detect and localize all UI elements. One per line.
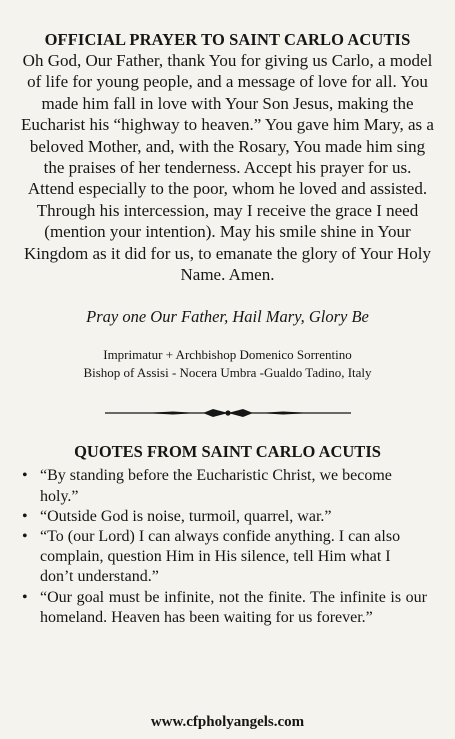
ornamental-divider bbox=[103, 406, 353, 420]
quotes-list bbox=[20, 466, 435, 628]
quote-text: “By standing before the Eucharistic Christ, we become holy.” bbox=[40, 467, 392, 505]
website-link[interactable]: www.cfpholyangels.com bbox=[150, 714, 305, 730]
quote-item bbox=[20, 507, 435, 527]
prayer-body: Oh God, Our Father, thank You for giving us Carlo, a model of life for young people, and a message of love for all. You made him fall in love with Your Son Jesus, making the Eucharist his “highway to heaven.” You gave him Mary, as a beloved Mother, and, with the Rosary, You made him sing the praises of her tenderness. Accept his prayer for us. Attend especially to the poor, whom he loved and assisted. Through his intercession, may I receive the grace I need (mention your intention). May his smile shine in Your Kingdom as it did for us, to emanate the glory of Your Holy Name. Amen. bbox=[21, 51, 434, 285]
quote-text: “To (our Lord) I can always confide anything. I can also complain, question Him in His silence, tell Him what I don’t understand.” bbox=[40, 528, 401, 586]
prayer-title: OFFICIAL PRAYER TO SAINT CARLO ACUTIS bbox=[44, 30, 411, 49]
quotes-title: QUOTES FROM SAINT CARLO ACUTIS bbox=[74, 442, 381, 462]
bullet-icon: • bbox=[22, 467, 28, 485]
imprimatur-line-1: Imprimatur + Archbishop Domenico Sorrentino bbox=[103, 347, 352, 363]
imprimatur bbox=[20, 346, 435, 382]
quote-text: “Outside God is noise, turmoil, quarrel, war.” bbox=[40, 507, 332, 525]
bullet-icon: • bbox=[22, 528, 28, 546]
bullet-icon: • bbox=[22, 588, 28, 606]
divider-ornament-icon bbox=[103, 406, 353, 420]
quote-item bbox=[20, 466, 435, 506]
bullet-icon: • bbox=[22, 507, 28, 525]
imprimatur-line-2: Bishop of Assisi - Nocera Umbra -Gualdo Tadino, Italy bbox=[83, 365, 372, 381]
quote-item bbox=[20, 588, 435, 628]
pray-instruction: Pray one Our Father, Hail Mary, Glory Be bbox=[86, 307, 369, 327]
quote-text: “Our goal must be infinite, not the finite. The infinite is our homeland. Heaven has been waiting for us forever.” bbox=[40, 588, 427, 626]
quote-item bbox=[20, 527, 435, 588]
